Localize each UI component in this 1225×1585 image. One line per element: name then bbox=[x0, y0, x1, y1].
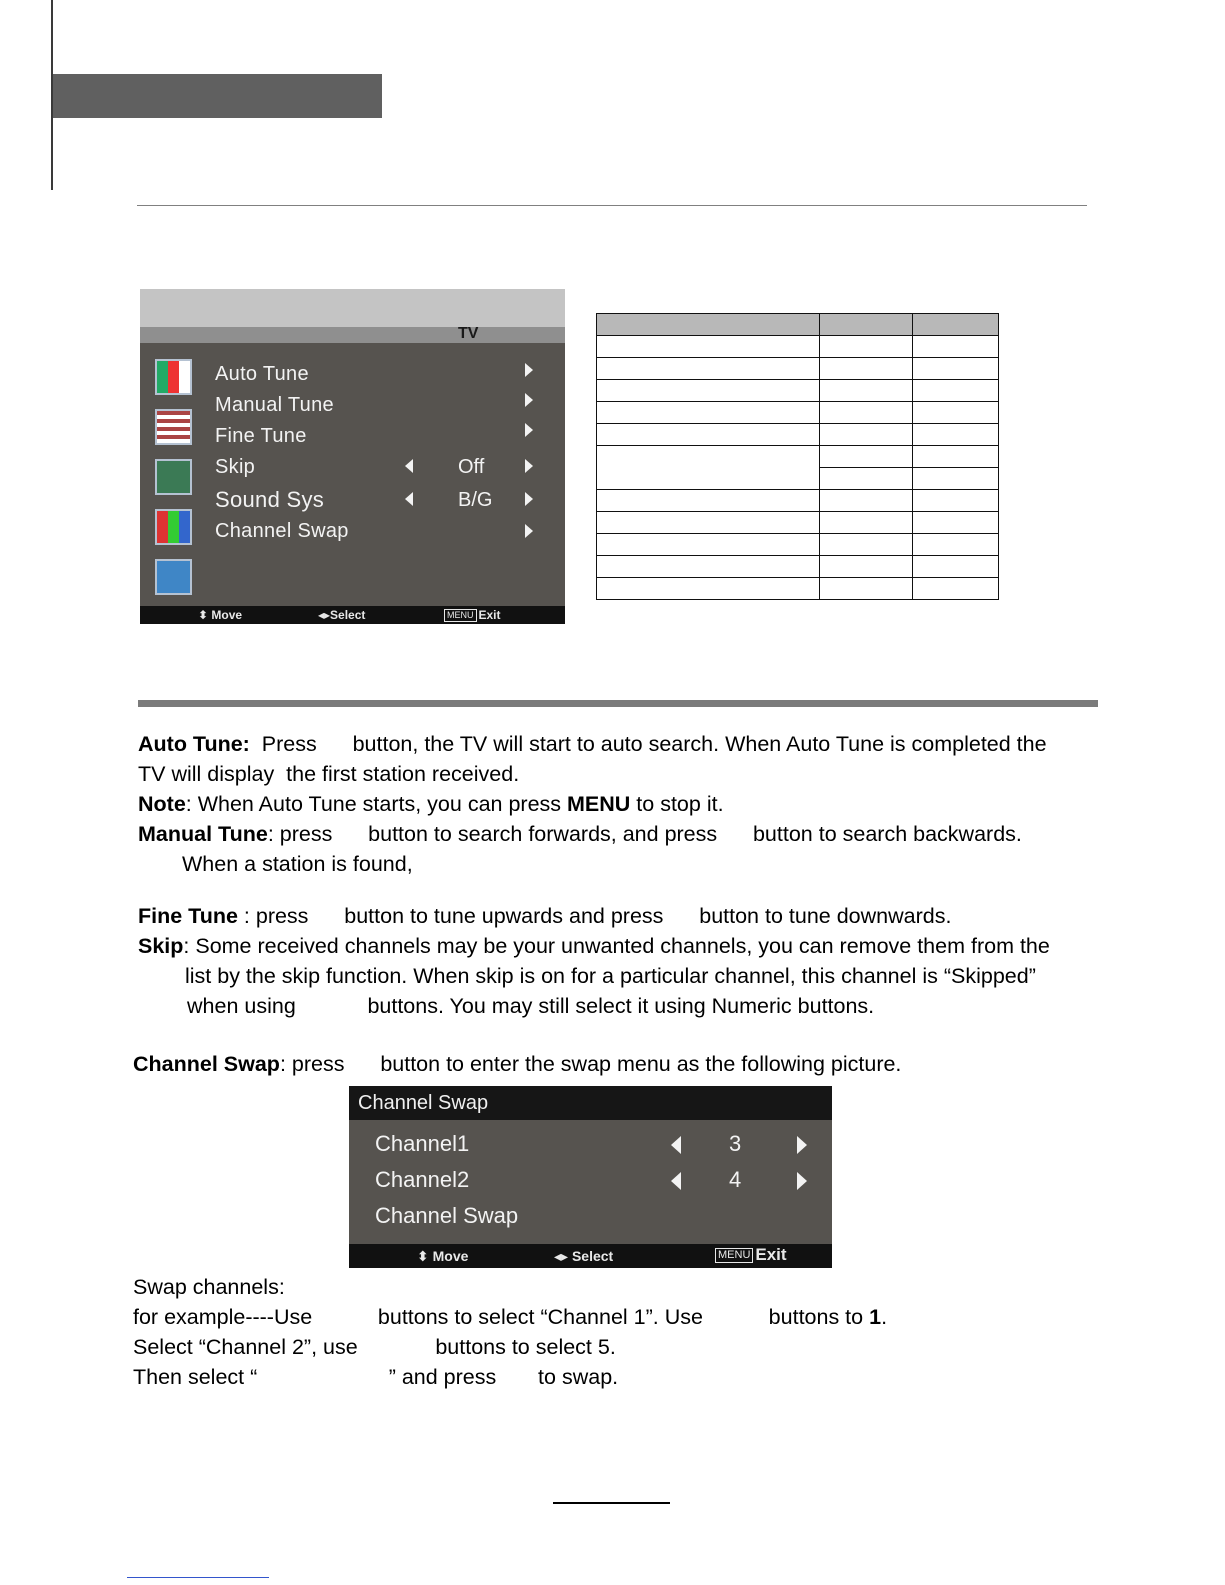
menu-item-manual-tune: Manual Tune bbox=[215, 394, 334, 416]
page-number-rule bbox=[553, 1502, 670, 1504]
menu-item-channel-swap: Channel Swap bbox=[215, 520, 349, 542]
swap-channels-heading: Swap channels: bbox=[133, 1275, 285, 1299]
arrow-right-icon bbox=[525, 492, 533, 506]
arrow-right-icon bbox=[797, 1136, 807, 1154]
menu-icon-column bbox=[155, 359, 195, 609]
arrow-left-icon bbox=[671, 1172, 681, 1190]
section-header-bar bbox=[53, 74, 382, 118]
example-line-1: for example----Use buttons to select “Channel 1”. Use buttons to 1. bbox=[133, 1305, 888, 1329]
skip-line-2: list by the skip function. When skip is on for a particular channel, this channel is “Skipped” bbox=[185, 964, 1036, 988]
menu-item-fine-tune: Fine Tune bbox=[215, 425, 307, 447]
mid-divider bbox=[138, 700, 1098, 707]
move-hint: ⬍ Move bbox=[198, 608, 243, 622]
swap-footer bbox=[349, 1244, 832, 1268]
example-line-3: Then select “ ” and press to swap. bbox=[133, 1365, 619, 1389]
arrow-right-icon bbox=[525, 524, 533, 538]
top-divider bbox=[137, 205, 1087, 206]
skip-value: Off bbox=[458, 456, 485, 478]
swap-title: Channel Swap bbox=[358, 1092, 489, 1114]
picture-icon bbox=[155, 359, 192, 395]
exit-hint: MENU Exit bbox=[444, 608, 501, 622]
swap-row-channel2: Channel2 bbox=[375, 1167, 470, 1192]
skip-line-3: when using buttons. You may still select it using Numeric buttons. bbox=[187, 994, 875, 1018]
channel-swap-screenshot bbox=[349, 1086, 832, 1268]
menu-tab-label: TV bbox=[458, 325, 479, 342]
empty-table bbox=[596, 313, 999, 600]
manual-tune-line-1: Manual Tune: press button to search forwards, and press button to search backwards. bbox=[138, 822, 1022, 846]
swap-row-channel-swap: Channel Swap bbox=[375, 1203, 519, 1228]
channel2-value: 4 bbox=[729, 1167, 742, 1192]
menu-item-auto-tune: Auto Tune bbox=[215, 363, 309, 385]
arrow-left-icon bbox=[405, 492, 413, 506]
menu-sub-band bbox=[140, 327, 565, 343]
arrow-left-icon bbox=[405, 459, 413, 473]
footer-underline bbox=[127, 1577, 269, 1578]
sound-sys-value: B/G bbox=[458, 489, 493, 511]
fine-tune-line: Fine Tune : press button to tune upwards and press button to tune downwards. bbox=[138, 904, 952, 928]
menu-title-band bbox=[140, 289, 565, 327]
arrow-right-icon bbox=[525, 363, 533, 377]
swap-row-channel1: Channel1 bbox=[375, 1131, 470, 1156]
skip-line-1: Skip: Some received channels may be your unwanted channels, you can remove them from the bbox=[138, 934, 1050, 958]
sound-icon bbox=[155, 409, 192, 445]
arrow-right-icon bbox=[525, 459, 533, 473]
auto-tune-line-2: TV will display the first station received. bbox=[138, 762, 520, 786]
channel-swap-line: Channel Swap: press button to enter the swap menu as the following picture. bbox=[133, 1052, 902, 1076]
exit-hint: MENU Exit bbox=[715, 1245, 787, 1265]
channel-icon bbox=[155, 459, 192, 495]
screen-icon bbox=[155, 559, 192, 595]
arrow-right-icon bbox=[525, 423, 533, 437]
example-line-2: Select “Channel 2”, use buttons to select 5. bbox=[133, 1335, 616, 1359]
arrow-right-icon bbox=[525, 393, 533, 407]
function-icon bbox=[155, 509, 192, 545]
arrow-left-icon bbox=[671, 1136, 681, 1154]
menu-footer bbox=[140, 606, 565, 624]
auto-tune-line-1: Auto Tune: Press button, the TV will start to auto search. When Auto Tune is completed the bbox=[138, 732, 1047, 756]
select-hint: ◂▸ Select bbox=[554, 1248, 614, 1264]
manual-tune-line-2: When a station is found, bbox=[182, 852, 413, 876]
move-hint: ⬍ Move bbox=[417, 1248, 469, 1264]
menu-item-sound-sys: Sound Sys bbox=[215, 487, 325, 512]
select-hint: ◂▸Select bbox=[318, 608, 366, 622]
note-line: Note: When Auto Tune starts, you can press MENU to stop it. bbox=[138, 792, 724, 816]
menu-item-skip: Skip bbox=[215, 456, 256, 478]
channel1-value: 3 bbox=[729, 1131, 742, 1156]
tv-menu-screenshot bbox=[140, 289, 565, 624]
arrow-right-icon bbox=[797, 1172, 807, 1190]
